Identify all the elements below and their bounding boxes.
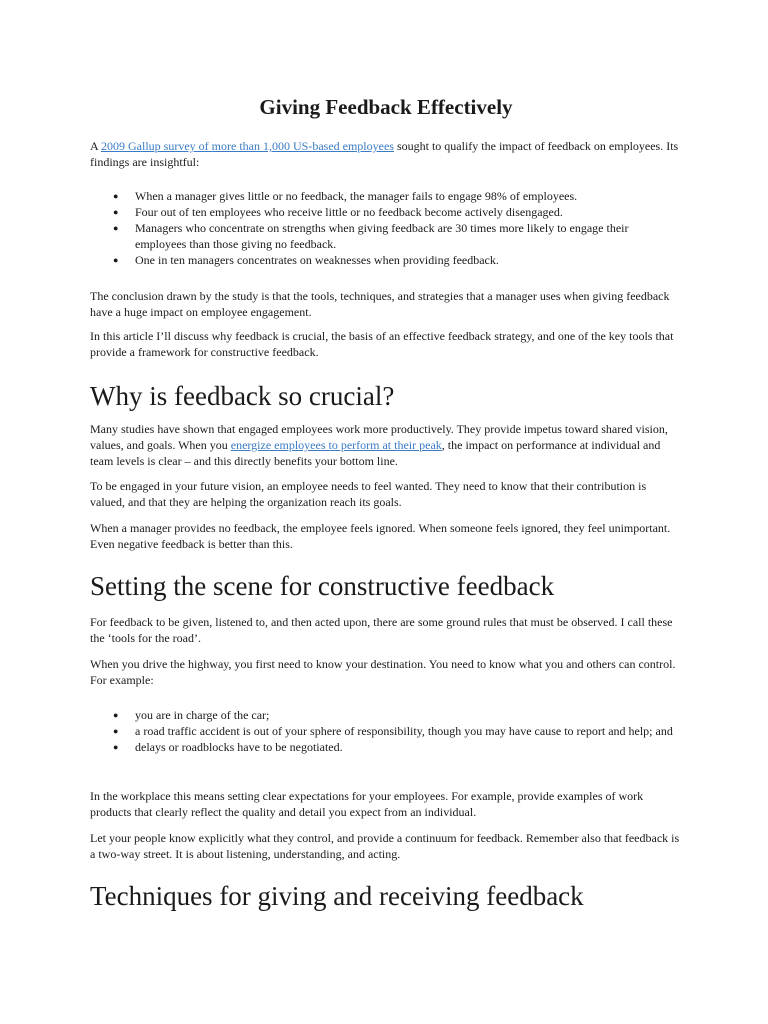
conclusion-paragraph: The conclusion drawn by the study is that the tools, techniques, and strategies that a manager uses when giving feedback have a huge impact on employee engagement. [90, 289, 670, 319]
scene-paragraph-3: In the workplace this means setting clear expectations for your employees. For example, provide examples of work products that clearly reflect the quality and detail you expect from an individual. [90, 789, 644, 819]
list-item: ● One in ten managers concentrates on weaknesses when providing feedback. [113, 253, 499, 267]
list-item: ● a road traffic accident is out of your sphere of responsibility, though you may have cause to report and help; and [113, 724, 673, 738]
bullet-icon: ● [113, 742, 119, 752]
why-paragraph-3: When a manager provides no feedback, the employee feels ignored. When someone feels ignored, they feel unimportant. Even negative feedback is better than this. [90, 521, 671, 551]
heading-scene: Setting the scene for constructive feedback [90, 571, 555, 601]
bullet-icon: ● [113, 726, 119, 736]
findings-list [90, 188, 682, 268]
intro-paragraph [90, 138, 682, 170]
heading-why: Why is feedback so crucial? [90, 381, 395, 411]
scene-paragraph-2: When you drive the highway, you first need to know your destination. You need to know what you and others can control. For example: [90, 657, 676, 687]
article-paragraph: In this article I’ll discuss why feedback is crucial, the basis of an effective feedback strategy, and one of the key tools that provide a framework for constructive feedback. [90, 329, 674, 359]
bullet-icon: ● [113, 255, 119, 265]
bullet-icon: ● [113, 223, 119, 233]
why-paragraph-2: To be engaged in your future vision, an employee needs to feel wanted. They need to know that their contribution is valued, and that they are helping the organization reach its goals. [90, 479, 647, 509]
list-item: ● Four out of ten employees who receive little or no feedback become actively disengaged. [113, 205, 563, 219]
list-item: ● Managers who concentrate on strengths when giving feedback are 30 times more likely to engage their employees than those giving no feedback. [113, 221, 629, 251]
list-item: ● you are in charge of the car; [113, 708, 270, 722]
list-item: ● When a manager gives little or no feedback, the manager fails to engage 98% of employees. [113, 189, 578, 203]
scene-paragraph-1: For feedback to be given, listened to, and then acted upon, there are some ground rules that must be observed. I call these the ‘tools for the road’. [90, 615, 673, 645]
bullet-icon: ● [113, 207, 119, 217]
gallup-survey-link[interactable]: 2009 Gallup survey of more than 1,000 US-based employees [101, 139, 394, 153]
road-list [90, 707, 682, 755]
list-item: ● delays or roadblocks have to be negotiated. [113, 740, 343, 754]
bullet-icon: ● [113, 191, 119, 201]
why-paragraph-1: Many studies have shown that engaged employees work more productively. They provide impetus toward shared vision, values, and goals. When you energize employees to perform at their peak, the impact on performance at individual and team levels is clear – and this directly benefits your bottom line. [90, 422, 668, 468]
bullet-icon: ● [113, 710, 119, 720]
intro-text: A 2009 Gallup survey of more than 1,000 US-based employees sought to qualify the impact of feedback on employees. Its findings are insightful: [90, 139, 679, 169]
energize-employees-link[interactable]: energize employees to perform at their peak [230, 438, 442, 452]
document-title: Giving Feedback Effectively [259, 95, 513, 119]
scene-paragraph-4: Let your people know explicitly what they control, and provide a continuum for feedback. Remember also that feedback is a two-way street. It is about listening, understanding, and acting. [90, 831, 680, 861]
heading-techniques: Techniques for giving and receiving feedback [90, 881, 584, 911]
